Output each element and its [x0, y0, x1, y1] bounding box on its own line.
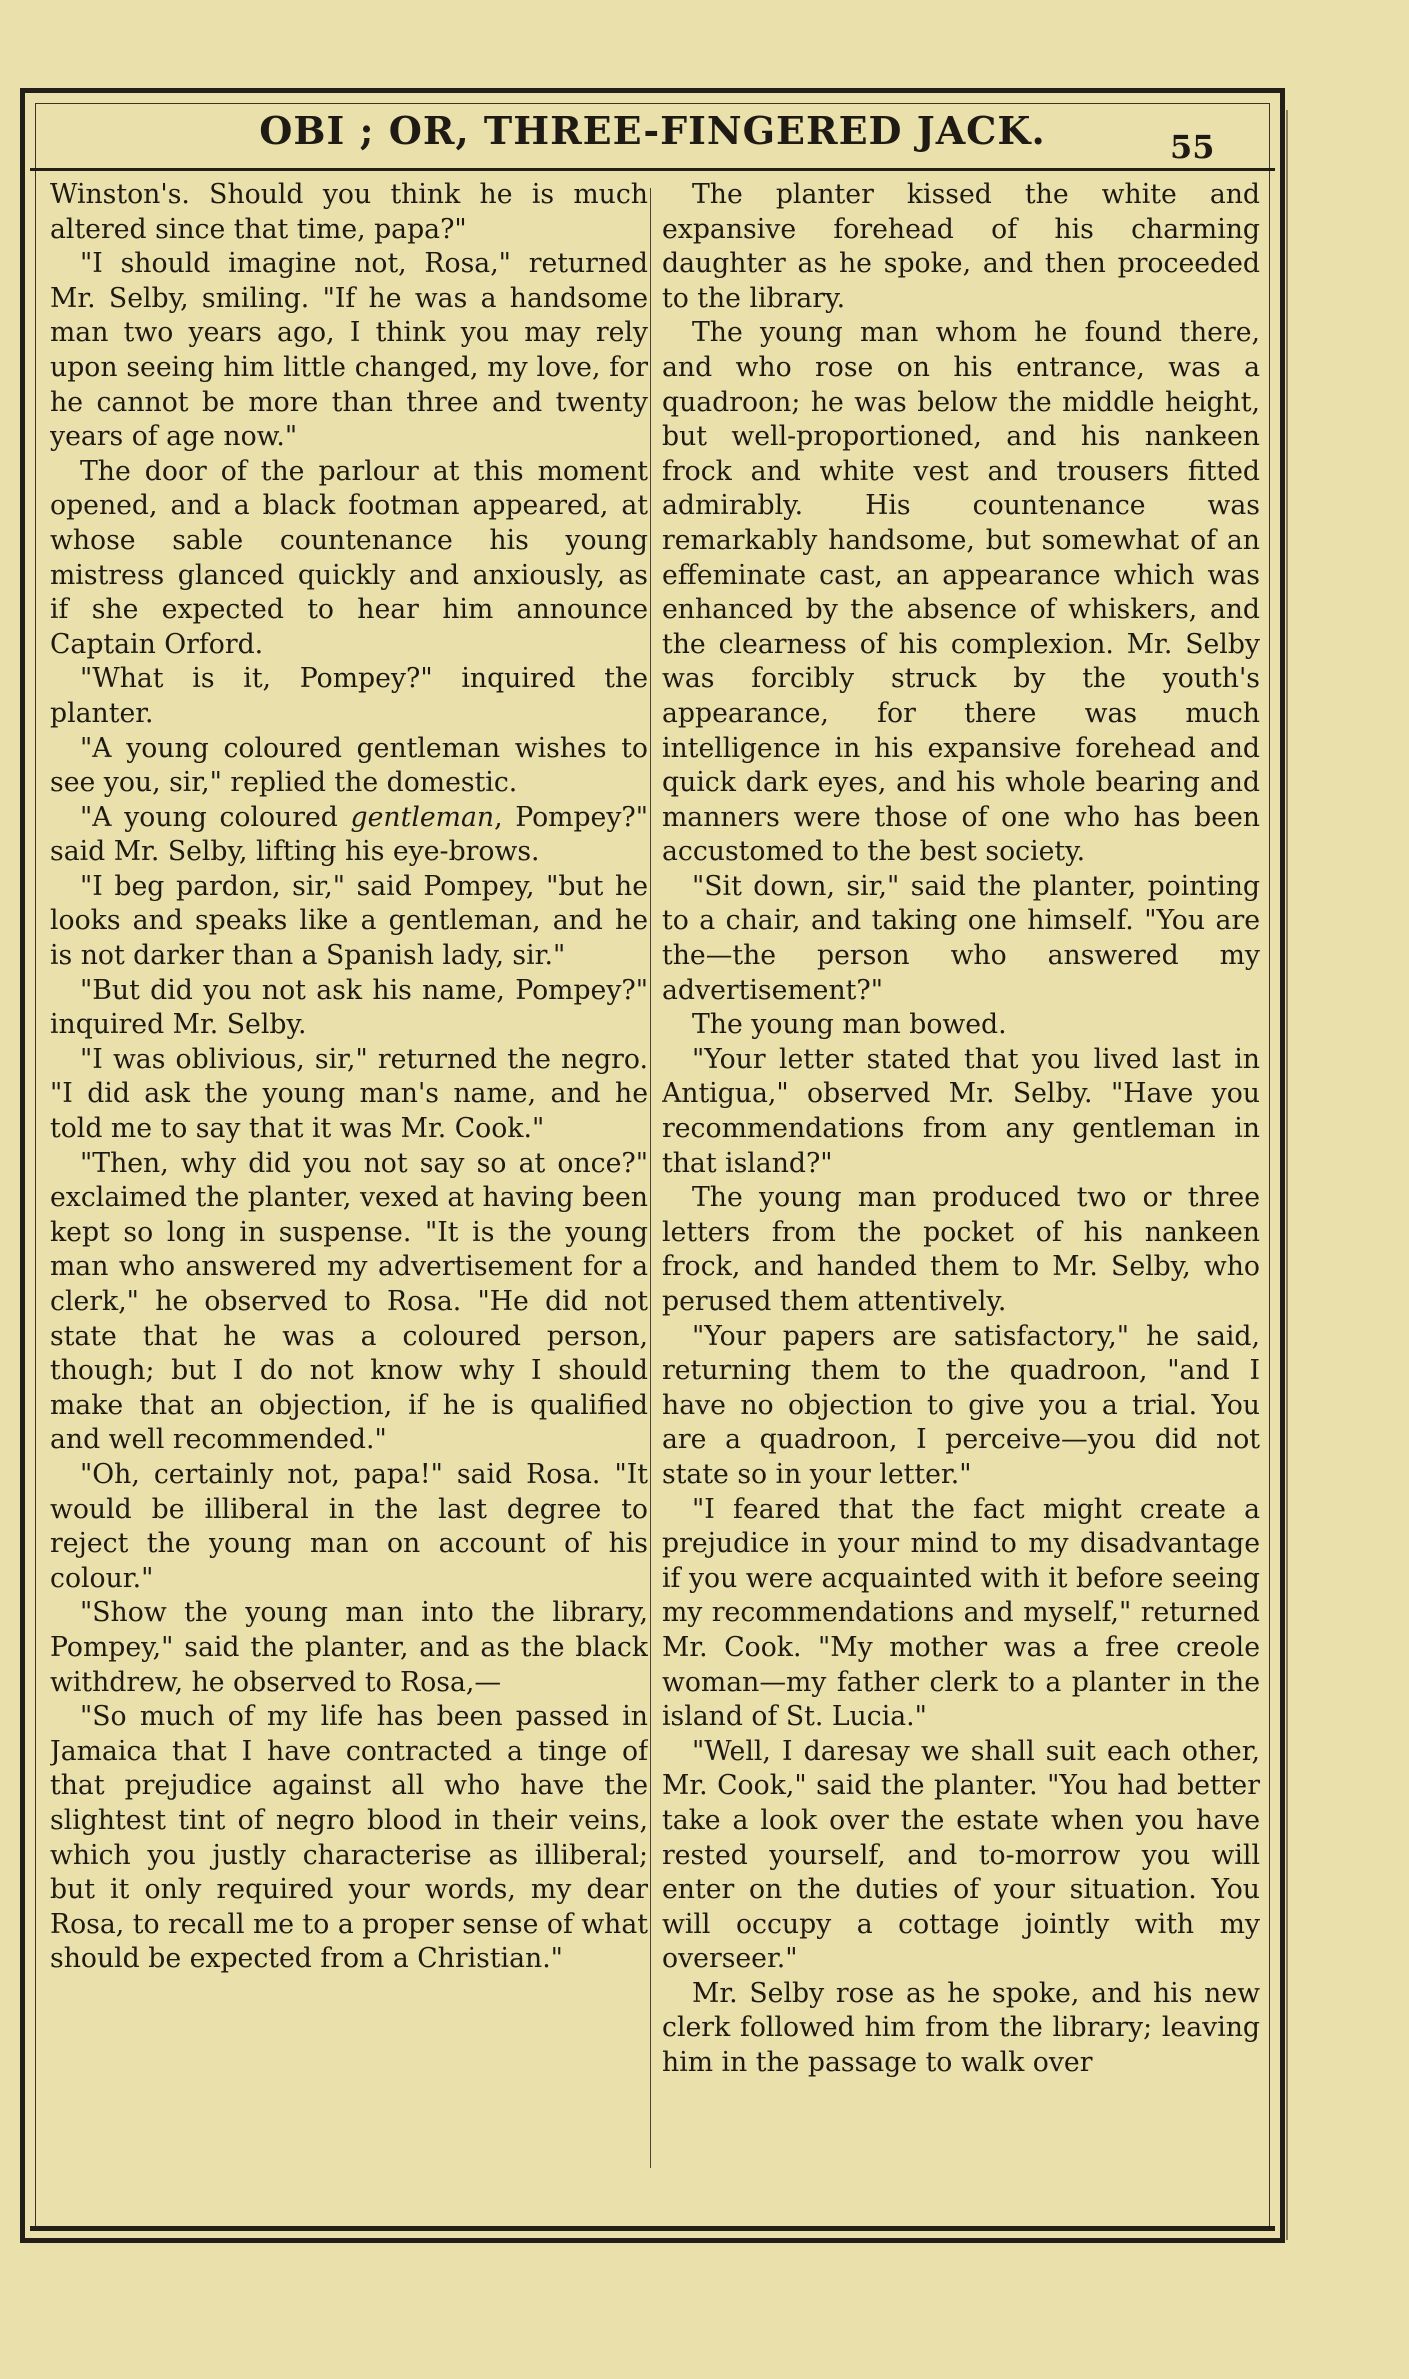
paragraph: "Your letter stated that you lived last in Antigua," observed Mr. Selby. "Have you recommendations from any gentleman in that island?" — [662, 1043, 1260, 1179]
paragraph: The young man bowed. — [692, 1009, 1007, 1041]
paragraph: "Show the young man into the library, Pompey," said the planter, and as the black withdrew, he observed to Rosa,— — [50, 1597, 648, 1698]
paragraph: "I feared that the fact might create a prejudice in your mind to my disadvantage if you were acquainted with it before seeing my recommendations and myself," returned Mr. Cook. "My mother was a free creole woman—my father clerk to a planter in the island of St. Lucia." — [662, 1493, 1260, 1733]
header-rule — [30, 168, 1275, 171]
paragraph: "But did you not ask his name, Pompey?" inquired Mr. Selby. — [50, 974, 648, 1041]
page-number: 55 — [1170, 128, 1215, 166]
paragraph: The door of the parlour at this moment opened, and a black footman appeared, at whose sable countenance his young mistress glanced quickly and anxiously, as if she expected to hear him announce Captain Orford. — [50, 455, 648, 660]
paragraph: Winston's. Should you think he is much altered since that time, papa?" — [50, 179, 648, 245]
footer-rule — [30, 2226, 1275, 2231]
paragraph: "Your papers are satisfactory," he said, returning them to the quadroon, "and I have no objection to give you a trial. You are a quadroon, I perceive—you did not state so in your letter." — [662, 1320, 1260, 1490]
paragraph: "I beg pardon, sir," said Pompey, "but he looks and speaks like a gentleman, and he is not darker than a Spanish lady, sir." — [50, 870, 648, 972]
page-edge-shadow — [1286, 110, 1288, 2240]
paragraph: Mr. Selby rose as he spoke, and his new clerk followed him from the library; leaving him in the passage to walk over — [662, 1977, 1260, 2079]
paragraph: The young man produced two or three letters from the pocket of his nankeen frock, and handed them to Mr. Selby, who perused them attentively. — [662, 1182, 1260, 1317]
paragraph: The planter kissed the white and expansive forehead of his charming daughter as he spoke, and then proceeded to the library. — [662, 179, 1260, 314]
paragraph: "What is it, Pompey?" inquired the planter. — [50, 663, 648, 729]
paragraph: "Sit down, sir," said the planter, pointing to a chair, and taking one himself. "You are the—the person who answered my advertisement?" — [662, 870, 1260, 1006]
paragraph-with-emphasis: "A young coloured gentleman, Pompey?" said Mr. Selby, lifting his eye-brows. — [50, 801, 648, 868]
paragraph: The young man whom he found there, and who rose on his entrance, was a quadroon; he was below the middle height, but well-proportioned, and his nankeen frock and white vest and trousers fitted admirably. His countenance was remarkably handsome, but somewhat of an effeminate cast, an appearance which was enhanced by the absence of whiskers, and the clearness of his complexion. Mr. Selby was forcibly struck by the youth's appearance, for there was much intelligence in his expansive forehead and quick dark eyes, and his whole bearing and manners were those of one who has been accustomed to the best society. — [662, 317, 1260, 868]
right-column — [662, 178, 1260, 2173]
column-divider — [650, 188, 651, 2168]
paragraph: "Well, I daresay we shall suit each other, Mr. Cook," said the planter. "You had better take a look over the estate when you have rested yourself, and to-morrow you will enter on the duties of your situation. You will occupy a cottage jointly with my overseer." — [662, 1735, 1260, 1975]
paragraph: "A young coloured gentleman wishes to see you, sir," replied the domestic. — [50, 732, 648, 799]
left-column — [50, 178, 648, 2173]
emphasis-word: gentleman — [350, 801, 495, 833]
paragraph: "So much of my life has been passed in Jamaica that I have contracted a tinge of that prejudice against all who have the slightest tint of negro blood in their veins, which you justly characterise as illiberal; but it only required your words, my dear Rosa, to recall me to a proper sense of what should be expected from a Christian." — [50, 1701, 648, 1975]
paragraph: "Then, why did you not say so at once?" exclaimed the planter, vexed at having been kept so long in suspense. "It is the young man who answered my advertisement for a clerk," he observed to Rosa. "He did not state that he was a coloured person, though; but I do not know why I should make that an objection, if he is qualified and well recommended." — [50, 1147, 648, 1456]
running-title: OBI ; OR, THREE-FINGERED JACK. — [259, 108, 1046, 153]
paragraph: "I should imagine not, Rosa," returned Mr. Selby, smiling. "If he was a handsome man two years ago, I think you may rely upon seeing him little changed, my love, for he cannot be more than three and twenty years of age now." — [50, 248, 648, 453]
paragraph: "Oh, certainly not, papa!" said Rosa. "It would be illiberal in the last degree to reject the young man on account of his colour." — [50, 1458, 648, 1594]
paragraph: "I was oblivious, sir," returned the negro. "I did ask the young man's name, and he told me to say that it was Mr. Cook." — [50, 1043, 648, 1145]
